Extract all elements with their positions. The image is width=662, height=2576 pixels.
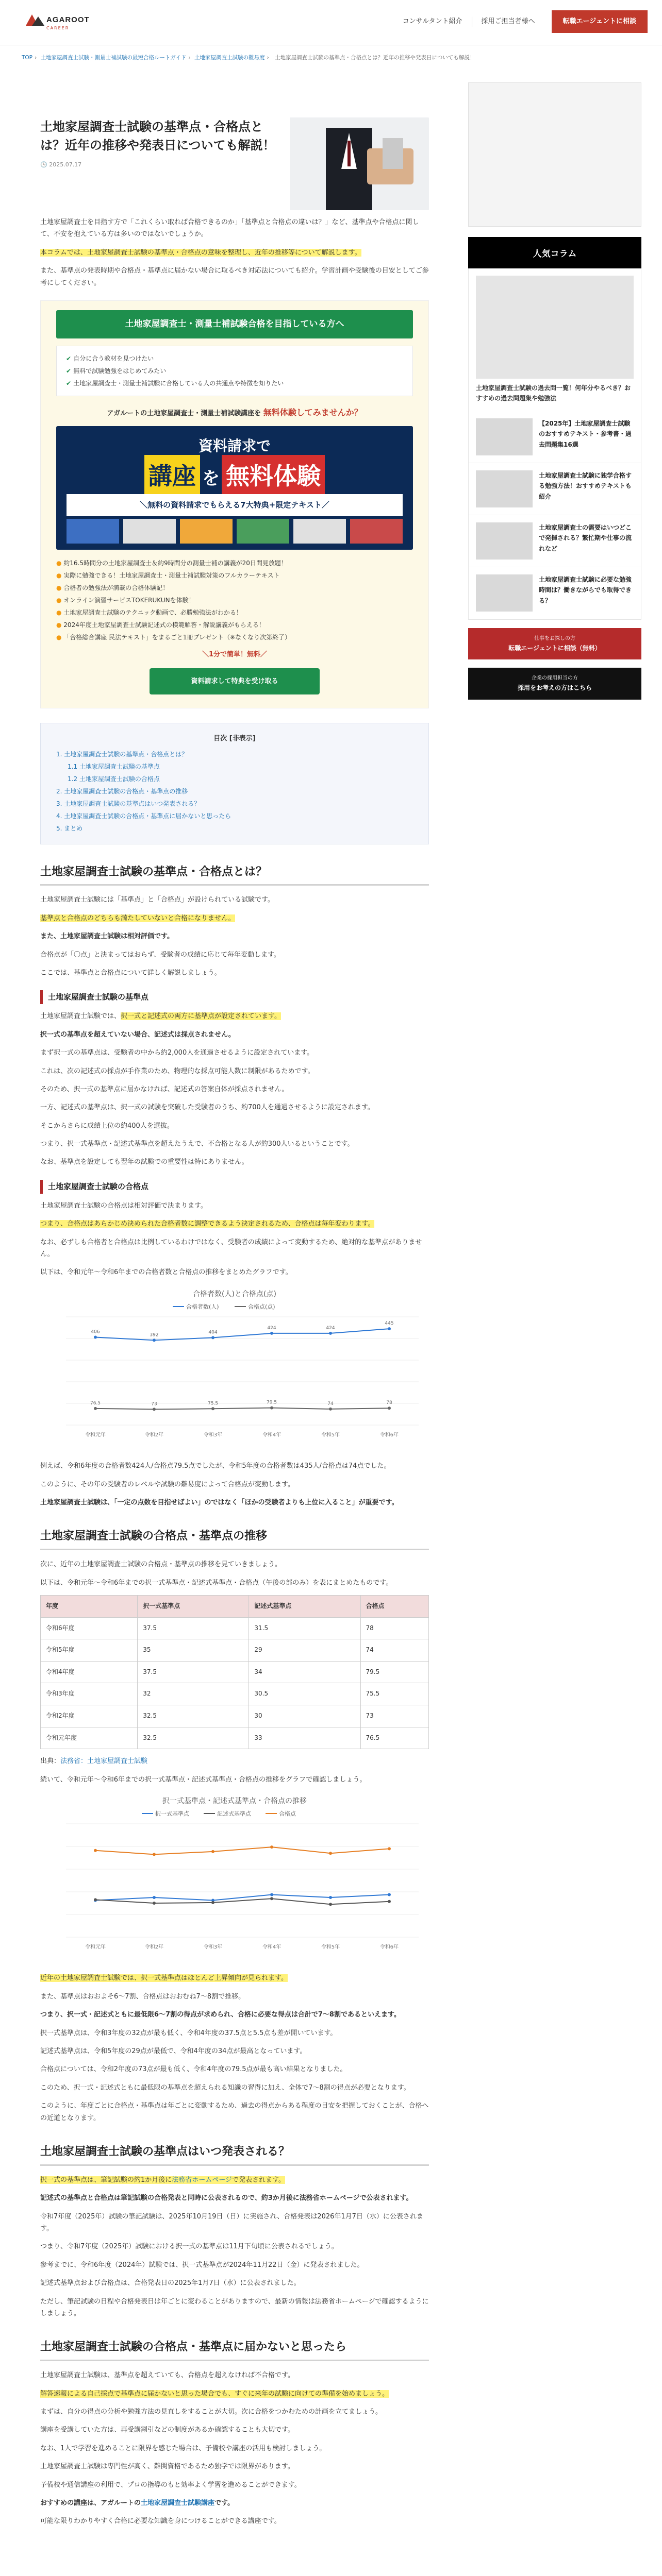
- data-point: [329, 1852, 332, 1855]
- data-label: 406: [91, 1329, 100, 1335]
- banner-invite: アガルートの土地家屋調査士・測量士補試験講座を 無料体験してみませんか？: [107, 407, 362, 417]
- header-nav: [393, 10, 648, 33]
- data-label: 79.5: [266, 1400, 277, 1405]
- checklist-item: ✔ 土地家屋調査士・測量士補試験に合格している人の共通点や特徴を知りたい: [66, 377, 403, 389]
- series-line: [95, 1408, 389, 1409]
- table-row: 令和2年度 32.5 30 73: [41, 1705, 429, 1727]
- data-point: [388, 1893, 391, 1896]
- breadcrumb-difficulty[interactable]: 土地家屋調査士試験の難易度: [194, 55, 265, 61]
- checklist-item: ✔ 無料で試験勉強をはじめてみたい: [66, 365, 403, 377]
- data-point: [211, 1850, 214, 1853]
- data-point: [211, 1901, 214, 1904]
- data-point: [153, 1853, 156, 1856]
- featured-thumbnail: [476, 276, 634, 379]
- breadcrumb-guide[interactable]: 土地家屋調査士試験・測量士補試験の最短合格ルートガイド: [40, 55, 187, 61]
- data-label: 73: [151, 1401, 157, 1407]
- logo[interactable]: [25, 10, 90, 36]
- x-tick-label: 令和5年: [321, 1432, 340, 1438]
- data-point: [94, 1335, 97, 1338]
- breadcrumb-top[interactable]: TOP: [22, 55, 33, 61]
- section-heading: 土地家屋調査士試験の合格点・基準点の推移: [40, 1528, 429, 1550]
- column-thumbnail: [476, 574, 533, 612]
- data-point: [388, 1900, 391, 1903]
- x-tick-label: 令和元年: [85, 1432, 106, 1438]
- table-header: 択一式基準点: [138, 1596, 249, 1618]
- toc-item[interactable]: 5. まとめ: [56, 824, 83, 832]
- toc-item[interactable]: 1.1 土地家屋調査士試験の基準点: [68, 762, 160, 770]
- table-row: 令和5年度 35 29 74: [41, 1639, 429, 1662]
- nav-consultants-link[interactable]: コンサルタント紹介: [402, 18, 462, 25]
- popular-columns-list: [468, 268, 641, 620]
- chart-title: 合格者数(人)と合格点(点): [193, 1290, 276, 1298]
- column-thumbnail: [476, 522, 533, 560]
- section-heading: 土地家屋調査士試験の基準点・合格点とは？: [40, 864, 429, 886]
- data-label: 392: [150, 1332, 159, 1338]
- sidebar-agent-button[interactable]: 仕事をお探しの方 転職エージェントに相談（無料）: [468, 628, 641, 659]
- benefit-item: ● 土地家屋調査士試験のテクニック動画で、必勝勉強法がわかる！: [56, 606, 413, 619]
- benefit-list: [56, 557, 413, 643]
- page-title: 土地家屋調査士試験の基準点・合格点とは？近年の推移や発表日についても解説！: [40, 120, 275, 152]
- benefit-item: ● オンライン演習サービスTOKERUKUNを体験！: [56, 594, 413, 606]
- data-point: [211, 1407, 214, 1410]
- x-tick-label: 令和3年: [203, 1944, 223, 1950]
- legend-label: 合格点(点): [248, 1303, 275, 1310]
- site-header: [0, 0, 662, 45]
- article: 土地家屋調査士試験の基準点・合格点とは？近年の推移や発表日についても解説！ 🕓 2025.07.17 土地家屋調査士を目指す方で「これくらい取れば合格できるのか」「基準点と合格点の違いは？」など、基準点や合格点に関して、不安を抱えている方は多いのではないでしょうか。 本コラムでは、土地家屋調査士試験の基準点・合格点の意味を整理し、近年の推移等について解説します。 また、基準点の発表時期や合格点・基準点に届かない場合に取るべき対応法についても紹介。学習計画や受験後の目安としてご参考にしてください。 土地家屋調査士・測量士補試験合格を目指している方へ ✔ 自分に合う教材を見つけたい ✔ 無料で試験勉強をはじめてみたい ✔ 土地家屋調査士・測量士補試験に合格している人の共通点や特徴を知りたい アガルートの土地家屋調査士・測量士補試験講座を 無料体験してみませんか？ 資料請求で 講座 を 無料体験 ＼無料の資料請求でもらえる7大特典+限定テキスト／ ● 約16.5時間分の土地家屋調査士＆約9時間分の測量士補の講義が20日間見放題！ ● 実際に勉強できる！土地家屋調査士・測量士補試験対策のフルカラーテキスト ● 合格者の勉強法が満載の合格体験記！ ● オンライン演習サービスTOKERUKUNを体験！ ● 土地家屋調査士試験のテクニック動画で、必勝勉強法がわかる！ ● 2024年度土地家屋調査士試験記述式の模範解答・解説講義がもらえる！ ● 「合格総合講座 民法テキスト」をまるごと1冊プレゼント（※なくなり次第終了） ＼1分で簡単！無料／ 資料請求して特典を受け取る 目次 [非表示] 1. 土地家屋調査士試験の基準点・合格点とは？ 1.1 土地家屋調査士試験の基準点 1.2 土地家屋調査士試験の合格点 2. 土地家屋調査士試験の合格点・基準点の推移 3. 土地家屋調査士試験の基準点はいつ発表される？ 4. 土地家屋調査士試験の合格点・基準点に届かないと思ったら 5. まとめ 土地家屋調査士試験の基準点・合格点とは？ 土地家屋調査士試験には「基準点」と「合格点」が設けられている試験です。 基準点と合格点のどちらも満たしていないと合格になりません。 また、土地家屋調査士試験は相対評価です。 合格点が「〇点」と決まってはおらず、受験者の成績に応じて毎年変動します。 ここでは、基準点と合格点について詳しく解説しましょう。 土地家屋調査士試験の基準点 土地家屋調査士試験では、択一式と記述式の両方に基準点が設定されています。 択一式の基準点を超えていない場合、記述式は採点されません。 まず択一式の基準点は、受験者の中から約2,000人を通過させるように設定されています。 これは、次の記述式の採点が手作業のため、物理的な採点可能人数に制限があるためです。 そのため、択一式の基準点に届かなければ、記述式の答案自体が採点されません。 一方、記述式の基準点は、択一式の試験を突破した受験者のうち、約700人を通過させるように設定されます。 そこからさらに成績上位の約400人を選抜。 つまり、択一式基準点・記述式基準点を超えたうえで、不合格となる人が約300人いるということです。 なお、基準点を設定しても翌年の試験での重要性は特にありません。 土地家屋調査士試験の合格点 土地家屋調査士試験の合格点は相対評価で決まります。 つまり、合格点はあらかじめ決められた合格者数に調整できるよう決定されるため、合格点は毎年変わります。 なお、必ずしも合格者と合格点は比例しているわけではなく、受験者の成績によって変動するため、絶対的な基準点がありません。 以下は、令和元年〜令和6年までの合格者数と合格点の推移をまとめたグラフです。 合格者数(人)と合格点(点) 合格者数(人) 合格点(点) 令和元年 令和2年 令和3年 令和4年 令和5年 令和6年 406 392 404 424 424 445 76.5 73 75.5 79.5 74 78 例えば、令和6年度の合格者数424人/合格点79.5点でしたが、令和5年度の合格者数は435人/合格点は74点でした。 このように、その年の受験者のレベルや試験の難易度によって合格点が変動します。 土地家屋調査士試験は、「一定の点数を目指せばよい」のではなく「ほかの受験者よりも上位に入ること」が重要です。 土地家屋調査士試験の合格点・基準点の推移 次に、近年の土地家屋調査士試験の合格点・基準点の推移を見ていきましょう。 以下は、令和元年〜令和6年までの択一式基準点・記述式基準点・合格点（午後の部のみ）を表にまとめたものです。 年度 択一式基準点 記述式基準点 合格点 令和6年度 37.5 31.5 78 令和5年度 35 29 74 令和4年度 37.5 34 79.5 令和3年度 32 30.5 75.5 令和2年度 32.5 30 73 令和元年度 32.5 33 76.5 出典：法務省：土地家屋調査士試験 続いて、令和元年〜令和6年までの択一式基準点・記述式基準点・合格点の推移をグラフで確認しましょう。 択一式基準点・記述式基準点・合格点の推移 択一式基準点 記述式基準点 合格点 令和元年 令和2年 令和3年 令和4年 令和5年 令和6年 近年の土地家屋調査士試験では、択一式基準点はほとんど上昇傾向が見られます。 また、基準点はおおよそ6〜7割、合格点はおおむね7〜8割で推移。 つまり、択一式・記述式ともに最低限6〜7割の得点が求められ、合格に必要な得点は合計で7〜8割であるといえます。 択一式基準点は、令和3年度の32点が最も低く、令和4年度の37.5点と5.5点も差が開いています。 記述式基準点は、令和5年度の29点が最低で、令和4年度の34点が最高となっています。 合格点については、令和2年度の73点が最も低く、令和4年度の79.5点が最も高い結果となりました。 このため、択一式・記述式ともに最低限の基準点を超えられる知識の習得に加え、全体で7〜8割の得点が必要となります。 このように、年度ごとに合格点・基準点は年ごとに変動するため、過去の得点からある程度の目安を把握しておくことが、合格への近道となります。 土地家屋調査士試験の基準点はいつ発表される？ 択一式の基準点は、筆記試験の約1か月後に法務省ホームページで発表されます。 記述式の基準点と合格点は筆記試験の合格発表と同時に公表されるので、約3か月後に法務省ホームページで公表されます。 令和7年度（2025年）試験の筆記試験は、2025年10月19日（日）に実施され、合格発表は2026年1月7日（水）に公表されます。 つまり、令和7年度（2025年）試験における択一式の基準点は11月下旬頃に公表されるでしょう。 参考までに、令和6年度（2024年）試験では、択一式基準点が2024年11月22日（金）に発表されました。 記述式基準点および合格点は、合格発表日の2025年1月7日（水）に公表されました。 ただし、筆記試験の日程や合格発表日は年ごとに変わることがありますので、最新の情報は法務省ホームページで確認するようにしましょう。 土地家屋調査士試験の合格点・基準点に届かないと思ったら 土地家屋調査士試験は、基準点を超えていても、合格点を超えなければ不合格です。 解答速報による自己採点で基準点に届かないと思った場合でも、すぐに来年の試験に向けての準備を始めましょう。 まずは、自分の得点の分析や勉強方法の見直しをすることが大切。次に合格をつかむための計画を立てましょう。 講座を受講していた方は、再受講割引などの制度があるか確認することも大切です。 なお、1人で学習を進めることに限界を感じた場合は、予備校や講座の活用も検討しましょう。 土地家屋調査士試験は専門性が高く、難関資格であるため独学では限界があります。 予備校や通信講座の利用で、プロの指導のもと効率よく学習を進めることができます。 おすすめの講座は、アガルートの土地家屋調査士試験講座です。 可能な限りわかりやすく合格に必要な知識を身につけることができる講座です。: [21, 93, 449, 2534]
- sidebar-ad-slot: [468, 82, 641, 227]
- data-point: [270, 1406, 273, 1409]
- table-row: 令和4年度 37.5 34 79.5: [41, 1661, 429, 1683]
- data-label: 424: [326, 1325, 335, 1331]
- legend-label: 合格点: [279, 1810, 296, 1817]
- moj-link[interactable]: 法務省ホームページ: [172, 2176, 233, 2184]
- score-table: [40, 1595, 429, 1749]
- toc-item[interactable]: 1. 土地家屋調査士試験の基準点・合格点とは？: [56, 750, 188, 758]
- banner-checklist: [56, 346, 413, 396]
- table-row: 令和元年度 32.5 33 76.5: [41, 1727, 429, 1749]
- data-point: [94, 1898, 97, 1901]
- hero-image: [290, 117, 429, 210]
- score-trend-chart: [40, 1792, 429, 1966]
- toc-title[interactable]: 目次 [非表示]: [213, 735, 256, 743]
- request-materials-button[interactable]: 資料請求して特典を受け取る: [150, 668, 320, 694]
- header-cta-button[interactable]: 転職エージェントに相談: [552, 10, 648, 33]
- series-line: [95, 1895, 389, 1901]
- table-row: 令和3年度 32 30.5 75.5: [41, 1683, 429, 1705]
- data-point: [211, 1336, 214, 1339]
- data-label: 75.5: [207, 1401, 219, 1406]
- lead-highlight: 本コラムでは、土地家屋調査士試験の基準点・合格点の意味を整理し、近年の推移等について解説します。: [40, 248, 361, 257]
- x-tick-label: 令和3年: [203, 1432, 223, 1438]
- data-point: [329, 1903, 332, 1906]
- benefit-item: ● 2024年度土地家屋調査士試験記述式の模範解答・解説講義がもらえる！: [56, 619, 413, 631]
- sidebar: [468, 82, 641, 700]
- subsection-heading: 土地家屋調査士試験の合格点: [40, 1180, 429, 1194]
- toc-item[interactable]: 4. 土地家屋調査士試験の合格点・基準点に届かないと思ったら: [56, 812, 231, 820]
- table-header: 年度: [41, 1596, 138, 1618]
- data-point: [153, 1338, 156, 1342]
- course-link[interactable]: 土地家屋調査士試験講座: [141, 2499, 215, 2507]
- data-point: [388, 1847, 391, 1850]
- x-tick-label: 令和2年: [144, 1944, 164, 1950]
- column-thumbnail: [476, 418, 533, 455]
- benefit-item: ● 合格者の勉強法が満載の合格体験記！: [56, 582, 413, 594]
- data-point: [329, 1896, 332, 1899]
- data-point: [388, 1327, 391, 1330]
- lead-paragraph-2: また、基準点の発表時期や合格点・基準点に届かない場合に取るべき対応法についても紹介。学習計画や受験後の目安としてご参考にしてください。: [40, 267, 429, 287]
- x-tick-label: 令和6年: [379, 1944, 399, 1950]
- data-label: 404: [208, 1330, 218, 1335]
- x-tick-label: 令和4年: [262, 1944, 282, 1950]
- table-row: 令和6年度 37.5 31.5 78: [41, 1617, 429, 1639]
- popular-column-item[interactable]: 土地家屋調査士試験に独学合格する勉強方法！おすすめテキストも紹介: [469, 463, 641, 515]
- data-point: [270, 1893, 273, 1896]
- publish-date: 🕓 2025.07.17: [40, 161, 82, 168]
- table-header: 記述式基準点: [249, 1596, 360, 1618]
- chart-title: 択一式基準点・記述式基準点・合格点の推移: [162, 1797, 307, 1805]
- legend-label: 記述式基準点: [217, 1810, 251, 1817]
- data-label: 424: [267, 1325, 276, 1331]
- article-hero: [40, 117, 429, 210]
- passers-score-chart: [40, 1285, 429, 1454]
- data-point: [388, 1406, 391, 1410]
- logo-text: AGAROOT: [46, 15, 90, 24]
- data-label: 445: [385, 1320, 394, 1326]
- column-thumbnail: [476, 470, 533, 507]
- logo-subtext: CAREER: [46, 26, 70, 30]
- data-point: [94, 1407, 97, 1410]
- data-point: [329, 1408, 332, 1411]
- popular-column-item[interactable]: 土地家屋調査士の需要はいつどこで発揮される？繁忙期や仕事の流れなど: [469, 515, 641, 567]
- popular-columns-title: 人気コラム: [468, 237, 641, 268]
- subsection-heading: 土地家屋調査士試験の基準点: [40, 990, 429, 1004]
- sidebar-recruit-button[interactable]: 企業の採用担当の方 採用をお考えの方はこちら: [468, 668, 641, 699]
- banner-note: ＼1分で簡単！無料／: [202, 651, 268, 659]
- breadcrumb-current: 土地家屋調査士試験の基準点・合格点とは？近年の推移や発表日についても解説！: [275, 55, 475, 61]
- data-point: [270, 1332, 273, 1335]
- data-point: [329, 1332, 332, 1335]
- toc-item[interactable]: 1.2 土地家屋調査士試験の合格点: [68, 775, 160, 783]
- chart-2-svg: [40, 1792, 429, 1962]
- logo-mark-icon: [25, 12, 46, 27]
- legend-label: 択一式基準点: [155, 1810, 189, 1817]
- data-label: 78: [386, 1400, 392, 1406]
- x-tick-label: 令和6年: [379, 1432, 399, 1438]
- popular-column-item[interactable]: 土地家屋調査士試験に必要な勉強時間は？働きながらでも取得できる？: [469, 567, 641, 619]
- table-header: 合格点: [360, 1596, 429, 1618]
- breadcrumb: TOP › 土地家屋調査士試験・測量士補試験の最短合格ルートガイド › 土地家屋調査士試験の難易度 › 土地家屋調査士試験の基準点・合格点とは？近年の推移や発表日についても解説！: [22, 55, 475, 61]
- legend-label: 合格者数(人): [186, 1303, 219, 1310]
- data-point: [270, 1845, 273, 1849]
- benefit-item: ● 「合格総合講座 民法テキスト」をまるごと1冊プレゼント（※なくなり次第終了）: [56, 631, 413, 643]
- popular-column-featured[interactable]: 土地家屋調査士試験の過去問一覧！何年分やるべき？おすすめの過去問題集や勉強法: [469, 268, 641, 411]
- data-point: [94, 1849, 97, 1852]
- section-heading: 土地家屋調査士試験の基準点はいつ発表される？: [40, 2144, 429, 2166]
- data-label: 76.5: [90, 1400, 101, 1406]
- checklist-item: ✔ 自分に合う教材を見つけたい: [66, 352, 403, 365]
- table-of-contents: [40, 723, 429, 844]
- x-tick-label: 令和元年: [85, 1944, 106, 1950]
- x-tick-label: 令和5年: [321, 1944, 340, 1950]
- popular-column-item[interactable]: 【2025年】土地家屋調査士試験のおすすめテキスト・参考書・過去問題集16選: [469, 411, 641, 463]
- series-line: [95, 1847, 389, 1854]
- data-label: 74: [327, 1401, 334, 1406]
- benefit-item: ● 約16.5時間分の土地家屋調査士＆約9時間分の測量士補の講義が20日間見放題！: [56, 557, 413, 569]
- toc-item[interactable]: 3. 土地家屋調査士試験の基準点はいつ発表される？: [56, 800, 201, 807]
- toc-item[interactable]: 2. 土地家屋調査士試験の合格点・基準点の推移: [56, 787, 188, 795]
- nav-recruiters-link[interactable]: 採用ご担当者様へ: [481, 18, 535, 25]
- banner-heading: 土地家屋調査士・測量士補試験合格を目指している方へ: [56, 310, 413, 338]
- free-trial-visual[interactable]: 資料請求で 講座 を 無料体験 ＼無料の資料請求でもらえる7大特典+限定テキスト／: [56, 426, 413, 550]
- x-tick-label: 令和4年: [262, 1432, 282, 1438]
- chart-1-svg: [40, 1285, 429, 1450]
- data-point: [270, 1897, 273, 1900]
- promo-banner: [40, 300, 429, 708]
- series-line: [95, 1899, 389, 1904]
- x-tick-label: 令和2年: [144, 1432, 164, 1438]
- benefit-item: ● 実際に勉強できる！土地家屋調査士・測量士補試験対策のフルカラーテキスト: [56, 569, 413, 582]
- source-note: 出典：法務省：土地家屋調査士試験: [40, 1757, 148, 1766]
- data-point: [153, 1902, 156, 1905]
- source-link[interactable]: 法務省：土地家屋調査士試験: [60, 1757, 148, 1766]
- section-heading: 土地家屋調査士試験の合格点・基準点に届かないと思ったら: [40, 2339, 429, 2361]
- data-point: [153, 1896, 156, 1899]
- data-point: [153, 1408, 156, 1411]
- lead-paragraph-1: 土地家屋調査士を目指す方で「これくらい取れば合格できるのか」「基準点と合格点の違いは？」など、基準点や合格点に関して、不安を抱えている方は多いのではないでしょうか。: [40, 218, 419, 239]
